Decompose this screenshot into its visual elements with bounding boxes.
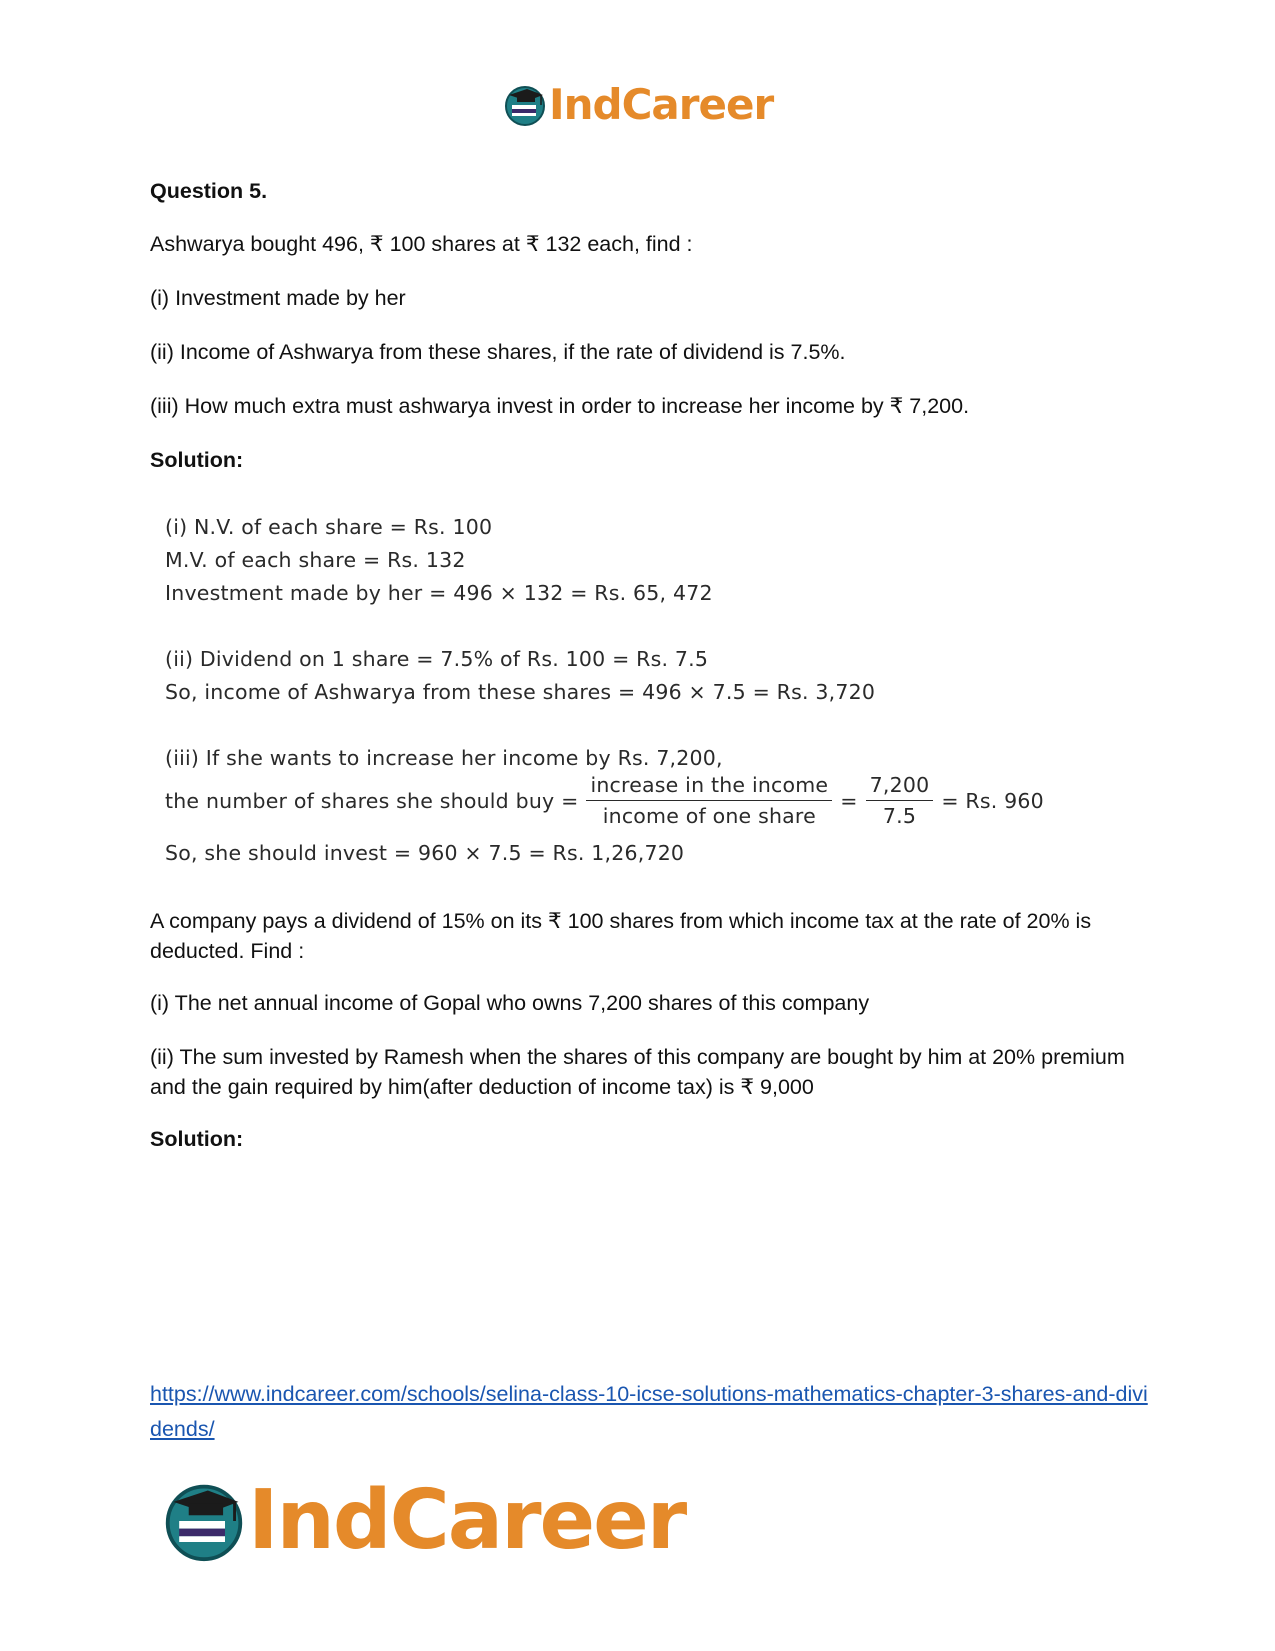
brand-name: IndCareer xyxy=(549,80,774,129)
solution-line: (i) N.V. of each share = Rs. 100 xyxy=(165,515,493,539)
question-part-3: (iii) How much extra must ashwarya invest in order to increase her income by ₹ 7,200. xyxy=(150,394,970,418)
graduation-cap-book-globe-icon xyxy=(503,83,547,127)
question-intro: Ashwarya bought 496, ₹ 100 shares at ₹ 132 each, find : xyxy=(150,232,693,256)
fraction-suffix: = Rs. 960 xyxy=(941,788,1044,813)
question2-part-1: (i) The net annual income of Gopal who owns 7,200 shares of this company xyxy=(150,991,870,1015)
solution-line: Investment made by her = 496 × 132 = Rs. 65, 472 xyxy=(165,581,713,605)
fraction-1 xyxy=(586,773,832,828)
graduation-cap-book-globe-icon xyxy=(162,1479,246,1563)
question-part-1: (i) Investment made by her xyxy=(150,286,406,310)
fraction-2 xyxy=(866,773,934,828)
fraction-line xyxy=(165,773,1044,828)
footer-logo xyxy=(162,1473,685,1568)
fraction-equals: = xyxy=(840,788,858,813)
brand-name: IndCareer xyxy=(248,1473,686,1568)
question-heading: Question 5. xyxy=(150,179,268,203)
solution-line: (iii) If she wants to increase her income by Rs. 7,200, xyxy=(165,746,723,770)
question2-intro: A company pays a dividend of 15% on its ₹ 100 shares from which income tax at the rate of 20% is deducted. Find : xyxy=(150,909,1092,963)
fraction-1-numerator: increase in the income xyxy=(586,773,832,801)
fraction-2-denominator: 7.5 xyxy=(882,804,917,828)
solution-line: So, income of Ashwarya from these shares = 496 × 7.5 = Rs. 3,720 xyxy=(165,680,876,704)
solution-label: Solution: xyxy=(150,448,244,472)
fraction-2-numerator: 7,200 xyxy=(866,773,934,801)
solution-line: (ii) Dividend on 1 share = 7.5% of Rs. 100 = Rs. 7.5 xyxy=(165,647,709,671)
fraction-prefix: the number of shares she should buy = xyxy=(165,788,579,813)
solution-line: M.V. of each share = Rs. 132 xyxy=(165,548,466,572)
question-part-2: (ii) Income of Ashwarya from these shares, if the rate of dividend is 7.5%. xyxy=(150,340,846,364)
solution-line: So, she should invest = 960 × 7.5 = Rs. 1,26,720 xyxy=(165,841,685,865)
solution2-label: Solution: xyxy=(150,1127,244,1151)
fraction-1-denominator: income of one share xyxy=(602,804,816,828)
source-link[interactable]: https://www.indcareer.com/schools/selina-class-10-icse-solutions-mathematics-chapter-3-shares-and-dividends/ xyxy=(150,1382,1148,1441)
question2-part-2: (ii) The sum invested by Ramesh when the shares of this company are bought by him at 20% premium and the gain required by him(after deduction of income tax) is ₹ 9,000 xyxy=(150,1045,1125,1099)
header-logo xyxy=(503,80,773,129)
